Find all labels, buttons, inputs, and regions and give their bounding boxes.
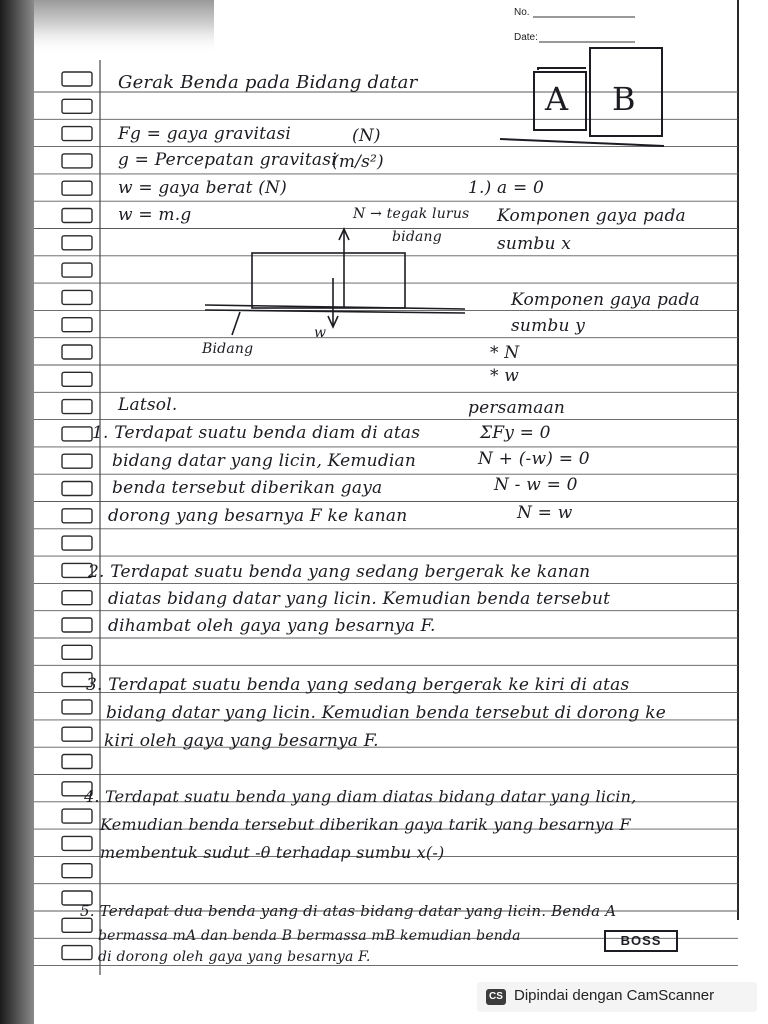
- definition-g-unit: (m/s²): [332, 152, 384, 172]
- exercise-5-line-3: di dorong oleh gaya yang besarnya F.: [98, 949, 371, 965]
- box-label-a: A: [545, 80, 569, 118]
- right-note-5: * N: [490, 343, 520, 363]
- exercise-2-line-1: 2. Terdapat suatu benda yang sedang bergerak ke kanan: [88, 562, 591, 582]
- margin-checkbox: [62, 536, 92, 550]
- margin-checkbox: [62, 99, 92, 113]
- case-1: 1.) a = 0: [468, 178, 545, 198]
- notes-title: Gerak Benda pada Bidang datar: [118, 72, 418, 93]
- surface-label: Bidang: [202, 341, 254, 357]
- margin-checkbox: [62, 290, 92, 304]
- margin-checkbox: [62, 727, 92, 741]
- margin-checkbox: [62, 263, 92, 277]
- margin-checkbox: [62, 400, 92, 414]
- exercise-4-line-3: membentuk sudut -θ terhadap sumbu x(-): [100, 843, 445, 862]
- margin-checkbox: [62, 618, 92, 632]
- header-no-label: No.: [514, 7, 530, 18]
- header-date-label: Date:: [514, 32, 538, 43]
- camscanner-logo-icon: CS: [486, 989, 506, 1005]
- margin-checkbox: [62, 454, 92, 468]
- margin-checkbox: [62, 482, 92, 496]
- margin-checkbox: [62, 345, 92, 359]
- equation-4: N = w: [517, 503, 573, 523]
- margin-checkbox: [62, 509, 92, 523]
- equation-title: persamaan: [468, 398, 566, 418]
- box-label-b: B: [612, 80, 636, 118]
- exercise-5-line-2: bermassa mA dan benda B bermassa mB kemudian benda: [98, 928, 521, 944]
- blocks-diagram: [500, 48, 664, 146]
- normal-label: N → tegak lurus: [353, 206, 470, 222]
- exercise-3-line-1: 3. Terdapat suatu benda yang sedang bergerak ke kiri di atas: [86, 675, 630, 695]
- margin-checkbox: [62, 318, 92, 332]
- exercise-1-line-2: bidang datar yang licin, Kemudian: [112, 451, 417, 471]
- margin-checkbox: [62, 154, 92, 168]
- margin-checkbox: [62, 127, 92, 141]
- exercise-3-line-2: bidang datar yang licin. Kemudian benda tersebut di dorong ke: [106, 703, 667, 723]
- normal-label-2: bidang: [392, 229, 442, 245]
- exercise-2-line-2: diatas bidang datar yang licin. Kemudian benda tersebut: [108, 589, 611, 609]
- exercise-4-line-2: Kemudian benda tersebut diberikan gaya tarik yang besarnya F: [100, 815, 631, 834]
- right-note-6: * w: [490, 366, 520, 386]
- margin-checkbox: [62, 236, 92, 250]
- right-note-2: sumbu x: [497, 234, 572, 254]
- surface-pointer: [232, 312, 240, 335]
- exercise-4-line-1: 4. Terdapat suatu benda yang diam diatas bidang datar yang licin,: [84, 787, 637, 806]
- exercise-1-line-3: benda tersebut diberikan gaya: [112, 478, 383, 498]
- margin-checkbox: [62, 72, 92, 86]
- margin-checkbox: [62, 181, 92, 195]
- margin-checkbox: [62, 372, 92, 386]
- equation-1: ΣFy = 0: [480, 423, 551, 443]
- definition-w-formula: w = m.g: [118, 205, 192, 225]
- definition-fg-unit: (N): [352, 126, 381, 146]
- definition-w: w = gaya berat (N): [118, 178, 287, 198]
- exercise-1-line-4: dorong yang besarnya F ke kanan: [108, 506, 408, 526]
- margin-checkbox: [62, 809, 92, 823]
- right-note-3: Komponen gaya pada: [511, 290, 700, 310]
- definition-fg: Fg = gaya gravitasi: [118, 124, 292, 144]
- equation-3: N - w = 0: [494, 475, 578, 495]
- larsol-label: Latsol.: [118, 395, 178, 415]
- right-note-1: Komponen gaya pada: [497, 206, 686, 226]
- right-note-4: sumbu y: [511, 316, 586, 336]
- exercise-3-line-3: kiri oleh gaya yang besarnya F.: [104, 731, 379, 751]
- boss-stamp: BOSS: [604, 930, 678, 952]
- margin-checkbox: [62, 645, 92, 659]
- margin-checkbox: [62, 836, 92, 850]
- exercise-1-line-1: 1. Terdapat suatu benda diam di atas: [92, 423, 421, 443]
- margin-checkbox: [62, 755, 92, 769]
- exercise-2-line-3: dihambat oleh gaya yang besarnya F.: [108, 616, 436, 636]
- margin-checkbox: [62, 427, 92, 441]
- margin-checkbox: [62, 946, 92, 960]
- margin-checkbox: [62, 209, 92, 223]
- margin-checkbox: [62, 864, 92, 878]
- camscanner-text: Dipindai dengan CamScanner: [514, 987, 715, 1004]
- margin-checkbox: [62, 918, 92, 932]
- weight-label: w: [314, 325, 327, 341]
- margin-checkbox: [62, 700, 92, 714]
- margin-checkbox: [62, 591, 92, 605]
- exercise-5-line-1: 5. Terdapat dua benda yang di atas bidang datar yang licin. Benda A: [80, 902, 617, 920]
- equation-2: N + (-w) = 0: [478, 449, 590, 469]
- definition-g: g = Percepatan gravitasi: [118, 150, 337, 170]
- margin-checkboxes: [62, 72, 92, 960]
